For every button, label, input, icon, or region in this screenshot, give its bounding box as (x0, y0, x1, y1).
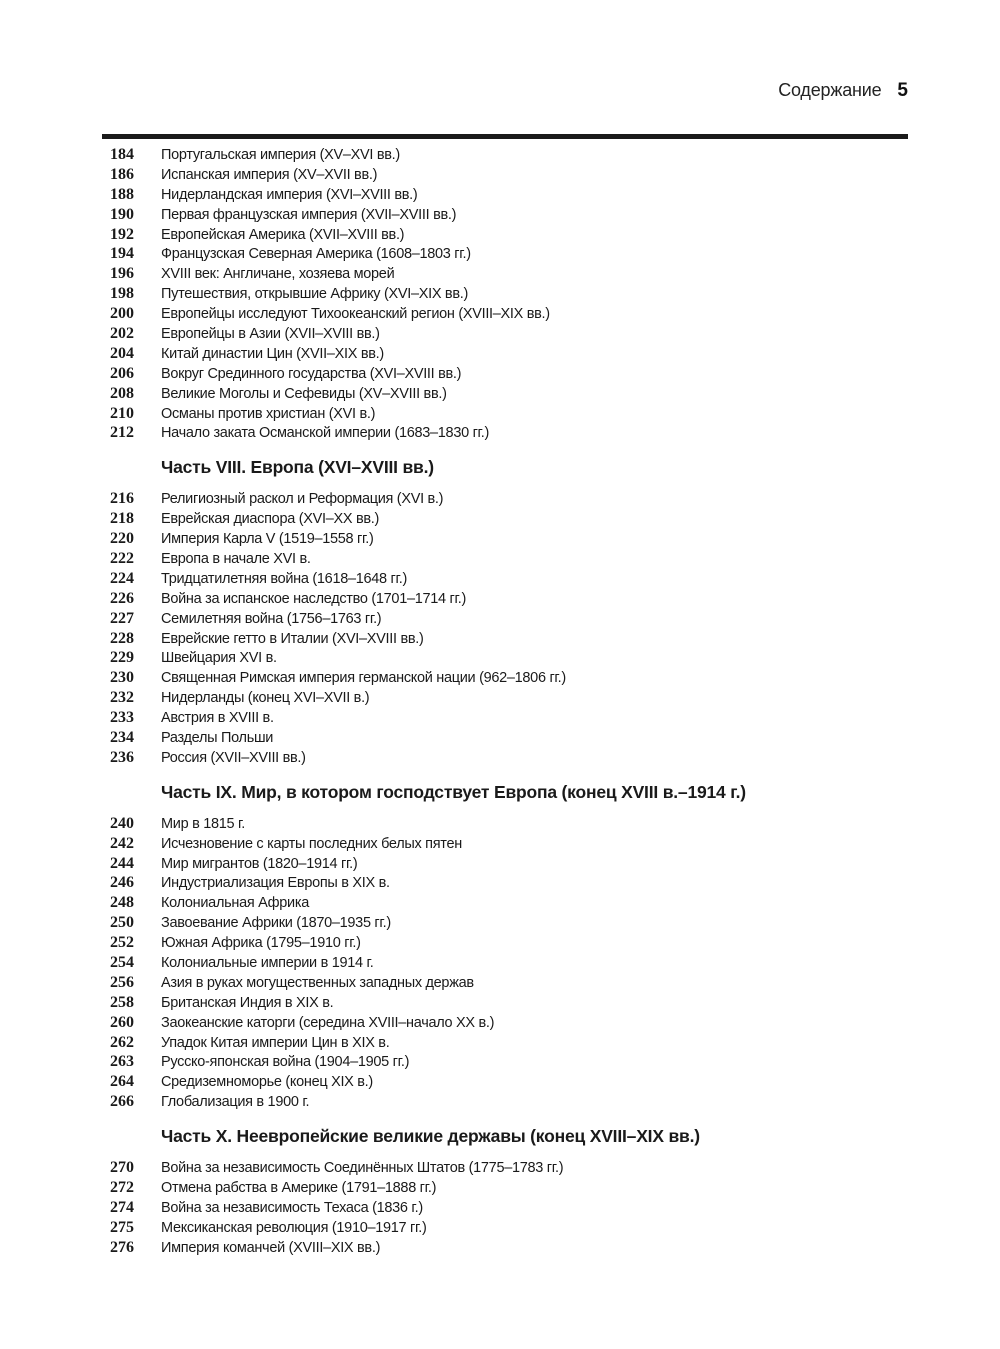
toc-entry (0, 344, 1000, 364)
toc-entry-page: 212 (110, 424, 134, 442)
toc-entry-page: 232 (110, 689, 134, 707)
toc-entry-title: Швейцария XVI в. (161, 650, 277, 667)
toc-entry-page: 276 (110, 1238, 134, 1256)
toc-entry-page: 206 (110, 364, 134, 382)
toc-entry (0, 748, 1000, 768)
toc-entry-title: Мир мигрантов (1820–1914 гг.) (161, 855, 358, 872)
toc-entry (0, 708, 1000, 728)
toc-entry-title: Австрия в XVIII в. (161, 710, 274, 727)
toc-entry (0, 264, 1000, 284)
toc-entry-title: Разделы Польши (161, 729, 274, 746)
toc-entry (0, 834, 1000, 854)
toc-entry (0, 629, 1000, 649)
toc-entry-title: Еврейские гетто в Италии (XVI–XVIII вв.) (161, 630, 424, 647)
toc-entry-title: Путешествия, открывшие Африку (XVI–XIX вв.) (161, 286, 468, 303)
toc-entry-title: Европейская Америка (XVII–XVIII вв.) (161, 226, 405, 243)
toc-entry-title: Священная Римская империя германской нации (962–1806 гг.) (161, 670, 566, 687)
toc-entry-title: Отмена рабства в Америке (1791–1888 гг.) (161, 1180, 437, 1197)
toc-entry (0, 1053, 1000, 1073)
toc-entry-title: Империя Карла V (1519–1558 гг.) (161, 531, 374, 548)
toc-entry (0, 854, 1000, 874)
toc-entry-title: Мир в 1815 г. (161, 815, 245, 832)
toc-entry-title: Колониальные империи в 1914 г. (161, 955, 374, 971)
table-of-contents (0, 145, 1000, 1258)
toc-entry-title: Империя команчей (XVIII–XIX вв.) (161, 1239, 381, 1256)
toc-entry (0, 609, 1000, 629)
toc-entry-page: 256 (110, 973, 134, 991)
toc-entry-page: 263 (110, 1053, 134, 1071)
toc-entry-title: Война за испанское наследство (1701–1714 гг.) (161, 590, 466, 607)
toc-entry-title: Колониальная Африка (161, 895, 309, 912)
toc-entry (0, 384, 1000, 404)
toc-entry-title: Индустриализация Европы в XIX в. (161, 875, 390, 892)
toc-entry-title: Средиземноморье (конец XIX в.) (161, 1074, 373, 1091)
toc-parts (0, 451, 1000, 1257)
toc-entry-page: 248 (110, 894, 134, 912)
toc-entry (0, 364, 1000, 384)
toc-entry (0, 165, 1000, 185)
toc-entry (0, 973, 1000, 993)
toc-entry-title: Нидерландская империя (XVI–XVIII вв.) (161, 186, 418, 203)
toc-entry-page: 194 (110, 245, 134, 263)
toc-entry (0, 185, 1000, 205)
toc-entry (0, 993, 1000, 1013)
toc-entry-page: 222 (110, 549, 134, 567)
toc-entry (0, 324, 1000, 344)
toc-entry (0, 1072, 1000, 1092)
toc-entry (0, 284, 1000, 304)
toc-entry-page: 192 (110, 225, 134, 243)
toc-entry-title: Османы против христиан (XVI в.) (161, 405, 376, 422)
toc-entry (0, 688, 1000, 708)
toc-entry-page: 244 (110, 854, 134, 872)
toc-entry (0, 668, 1000, 688)
toc-entry (0, 225, 1000, 245)
toc-entry (0, 244, 1000, 264)
toc-entry (0, 933, 1000, 953)
toc-entry (0, 304, 1000, 324)
toc-entry-title: Вокруг Срединного государства (XVI–XVIII вв.) (161, 365, 462, 382)
toc-entry (0, 489, 1000, 509)
toc-entry-page: 230 (110, 669, 134, 687)
header-rule (102, 134, 908, 139)
toc-entry-title: Начало заката Османской империи (1683–1830 гг.) (161, 425, 490, 442)
toc-entry-title: Великие Моголы и Сефевиды (XV–XVIII вв.) (161, 385, 447, 402)
toc-entry-title: Европа в начале XVI в. (161, 550, 311, 567)
toc-entry-title: Французская Северная Америка (1608–1803 гг.) (161, 246, 471, 263)
toc-entry-page: 270 (110, 1159, 134, 1177)
toc-entry-page: 254 (110, 954, 134, 971)
toc-entry-title: Война за независимость Соединённых Штатов (1775–1783 гг.) (161, 1160, 564, 1177)
toc-entry-page: 233 (110, 709, 134, 727)
toc-entry (0, 529, 1000, 549)
toc-entry-title: Россия (XVII–XVIII вв.) (161, 749, 306, 766)
toc-entry-title: Исчезновение с карты последних белых пятен (161, 835, 462, 852)
toc-entry-page: 228 (110, 629, 134, 647)
toc-entry-page: 198 (110, 285, 134, 303)
toc-entry-page: 258 (110, 993, 134, 1011)
page-number: 5 (897, 80, 908, 101)
toc-entry (0, 728, 1000, 748)
toc-entry-title: Упадок Китая империи Цин в XIX в. (161, 1034, 390, 1051)
toc-entry-page: 252 (110, 934, 134, 952)
toc-entry-title: Семилетняя война (1756–1763 гг.) (161, 610, 382, 627)
toc-entry-page: 266 (110, 1093, 134, 1111)
toc-entry-page: 200 (110, 305, 134, 323)
toc-entry-page: 227 (110, 609, 134, 627)
toc-part-section (0, 776, 1000, 1112)
toc-entry (0, 1178, 1000, 1198)
toc-entry-page: 184 (110, 145, 134, 163)
toc-entry (0, 509, 1000, 529)
toc-entry-page: 234 (110, 728, 134, 746)
toc-entry-page: 208 (110, 384, 134, 402)
toc-part-section (0, 1120, 1000, 1257)
toc-entry-title: Русско-японская война (1904–1905 гг.) (161, 1054, 410, 1071)
toc-entry-title: XVIII век: Англичане, хозяева морей (161, 266, 395, 283)
toc-entry (0, 1033, 1000, 1053)
toc-entry-page: 186 (110, 165, 134, 183)
toc-entry-page: 242 (110, 834, 134, 852)
header-title: Содержание (778, 80, 882, 100)
toc-entry-page: 204 (110, 344, 134, 362)
toc-part-section (0, 451, 1000, 767)
toc-entry-page: 226 (110, 589, 134, 607)
toc-entry (0, 549, 1000, 569)
toc-entry (0, 648, 1000, 668)
toc-entry (0, 589, 1000, 609)
toc-entry-title: Еврейская диаспора (XVI–XX вв.) (161, 511, 380, 528)
toc-entry (0, 814, 1000, 834)
toc-entry-title: Азия в руках могущественных западных держав (161, 974, 474, 991)
toc-entry (0, 913, 1000, 933)
toc-entry-page: 229 (110, 649, 134, 667)
toc-entry-title: Первая французская империя (XVII–XVIII вв.) (161, 206, 457, 223)
toc-entry-title: Китай династии Цин (XVII–XIX вв.) (161, 345, 384, 362)
toc-entry (0, 1092, 1000, 1112)
toc-entry-title: Южная Африка (1795–1910 гг.) (161, 935, 361, 952)
toc-intro-section (0, 145, 1000, 443)
running-header (778, 80, 908, 102)
toc-entry-title: Британская Индия в XIX в. (161, 994, 334, 1011)
toc-entry-title: Глобализация в 1900 г. (161, 1094, 310, 1111)
toc-entry-page: 224 (110, 569, 134, 587)
toc-entry (0, 893, 1000, 913)
toc-entry-page: 275 (110, 1218, 134, 1236)
toc-entry (0, 205, 1000, 225)
toc-entry (0, 404, 1000, 424)
toc-entry (0, 874, 1000, 894)
toc-entry (0, 1158, 1000, 1178)
toc-entry (0, 1238, 1000, 1258)
toc-entry-title: Мексиканская революция (1910–1917 гг.) (161, 1219, 427, 1236)
toc-entry-page: 250 (110, 914, 134, 932)
toc-entry-title: Испанская империя (XV–XVII вв.) (161, 166, 378, 183)
toc-entry-title: Португальская империя (XV–XVI вв.) (161, 146, 400, 163)
part-heading: Часть IX. Мир, в котором господствует Европа (конец XVIII в.–1914 г.) (161, 781, 746, 802)
toc-entry-title: Европейцы в Азии (XVII–XVIII вв.) (161, 325, 380, 342)
part-heading: Часть X. Неевропейские великие державы (конец XVIII–XIX вв.) (161, 1126, 700, 1147)
toc-entry-page: 188 (110, 185, 134, 203)
toc-entry-title: Заокеанские каторги (середина XVIII–начало XX в.) (161, 1014, 495, 1031)
toc-entry (0, 1198, 1000, 1218)
toc-entry-title: Религиозный раскол и Реформация (XVI в.) (161, 491, 444, 508)
toc-entry-page: 272 (110, 1179, 134, 1197)
toc-entry-page: 216 (110, 490, 134, 508)
toc-entry-page: 190 (110, 205, 134, 223)
toc-entry-title: Европейцы исследуют Тихоокеанский регион (XVIII–XIX вв.) (161, 306, 550, 323)
toc-entry (0, 569, 1000, 589)
toc-entry-page: 218 (110, 510, 134, 528)
toc-entry-page: 220 (110, 530, 134, 548)
toc-entry (0, 1218, 1000, 1238)
toc-entry-title: Тридцатилетняя война (1618–1648 гг.) (161, 570, 407, 587)
toc-entry-page: 260 (110, 1013, 134, 1031)
toc-entry-page: 210 (110, 404, 134, 422)
toc-entry-page: 246 (110, 874, 134, 892)
toc-entry (0, 423, 1000, 443)
toc-entry (0, 953, 1000, 973)
toc-entry-page: 196 (110, 265, 134, 283)
toc-entry-page: 202 (110, 324, 134, 342)
toc-entry-page: 264 (110, 1073, 134, 1091)
toc-entry-title: Завоевание Африки (1870–1935 гг.) (161, 915, 391, 932)
toc-entry-page: 262 (110, 1033, 134, 1051)
toc-entry (0, 1013, 1000, 1033)
toc-entry-title: Война за независимость Техаса (1836 г.) (161, 1199, 423, 1216)
part-heading: Часть VIII. Европа (XVI–XVIII вв.) (161, 457, 434, 478)
toc-entry-page: 236 (110, 748, 134, 766)
toc-entry-page: 274 (110, 1198, 134, 1216)
toc-entry (0, 145, 1000, 165)
toc-entry-page: 240 (110, 814, 134, 832)
toc-entry-title: Нидерланды (конец XVI–XVII в.) (161, 690, 370, 707)
